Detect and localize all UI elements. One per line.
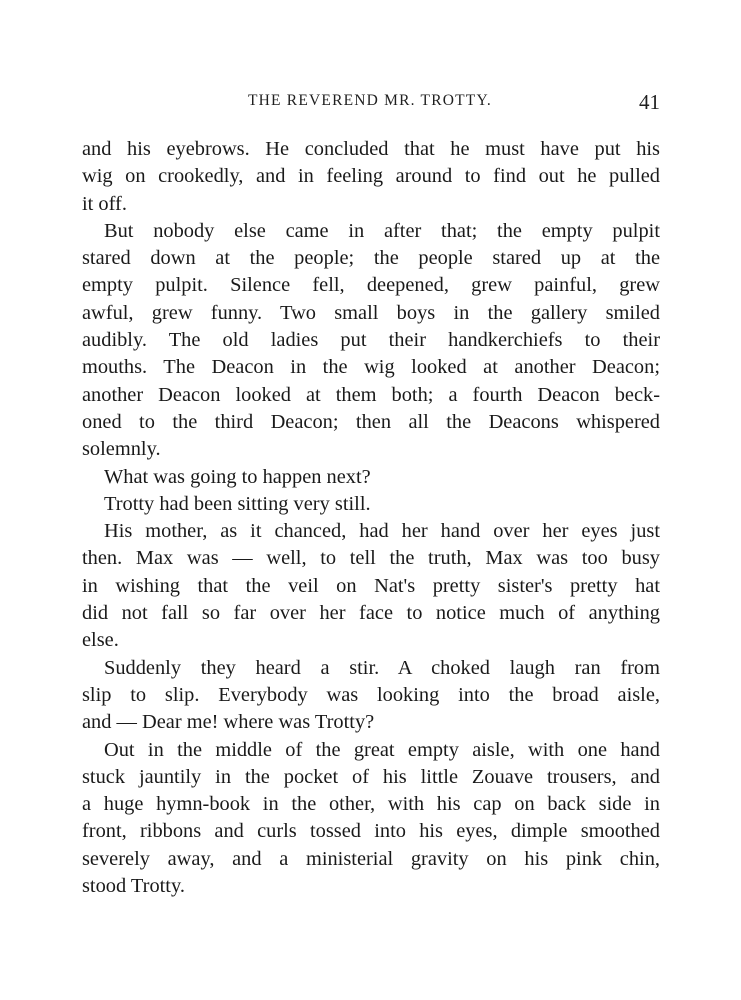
text-line: then. Max was — well, to tell the truth, Max was too busy — [82, 547, 660, 570]
text-line: and his eyebrows. He concluded that he must have put his — [82, 138, 660, 160]
text-line: His mother, as it chanced, had her hand over her eyes just — [104, 520, 660, 543]
text-line: else. — [82, 629, 119, 652]
text-line: stared down at the people; the people stared up at the — [82, 247, 660, 270]
text-line: slip to slip. Everybody was looking into the broad aisle, — [82, 683, 660, 706]
paragraph — [82, 464, 660, 491]
text-line: Out in the middle of the great empty aisle, with one hand — [104, 738, 660, 761]
text-line: it off. — [82, 192, 127, 215]
text-line: audibly. The old ladies put their handkerchiefs to their — [82, 329, 660, 352]
paragraph — [82, 218, 660, 464]
text-line: front, ribbons and curls tossed into his eyes, dimple smoothed — [82, 820, 660, 843]
text-line: and — Dear me! where was Trotty? — [82, 711, 375, 734]
running-head — [82, 90, 660, 116]
text-line: in wishing that the veil on Nat's pretty sister's pretty hat — [82, 574, 660, 597]
text-line: wig on crookedly, and in feeling around to find out he pulled — [82, 165, 660, 188]
text-line: awful, grew funny. Two small boys in the gallery smiled — [82, 301, 660, 324]
text-line: What was going to happen next? — [104, 465, 371, 488]
text-line: a huge hymn-book in the other, with his cap on back side in — [82, 793, 660, 816]
text-line: Trotty had been sitting very still. — [104, 492, 371, 515]
text-line: oned to the third Deacon; then all the Deacons whispered — [82, 410, 660, 433]
page-number: 41 — [639, 90, 660, 114]
text-line: Suddenly they heard a stir. A choked laugh ran from — [104, 656, 660, 679]
paragraph — [82, 491, 660, 518]
paragraph — [82, 655, 660, 737]
text-line: stuck jauntily in the pocket of his little Zouave trousers, and — [82, 765, 660, 788]
text-line: another Deacon looked at them both; a fourth Deacon beck- — [82, 383, 660, 406]
body-text — [82, 136, 660, 900]
text-line: stood Trotty. — [82, 875, 185, 898]
running-title: THE REVEREND MR. TROTTY. — [248, 92, 492, 109]
text-line: mouths. The Deacon in the wig looked at another Deacon; — [82, 356, 660, 379]
text-line: severely away, and a ministerial gravity on his pink chin, — [82, 847, 660, 870]
text-line: solemnly. — [82, 438, 161, 461]
paragraph — [82, 737, 660, 901]
paragraph — [82, 136, 660, 218]
text-line: empty pulpit. Silence fell, deepened, grew painful, grew — [82, 274, 660, 297]
paragraph — [82, 518, 660, 654]
text-line: But nobody else came in after that; the empty pulpit — [104, 219, 660, 242]
text-line: did not fall so far over her face to notice much of anything — [82, 602, 660, 625]
